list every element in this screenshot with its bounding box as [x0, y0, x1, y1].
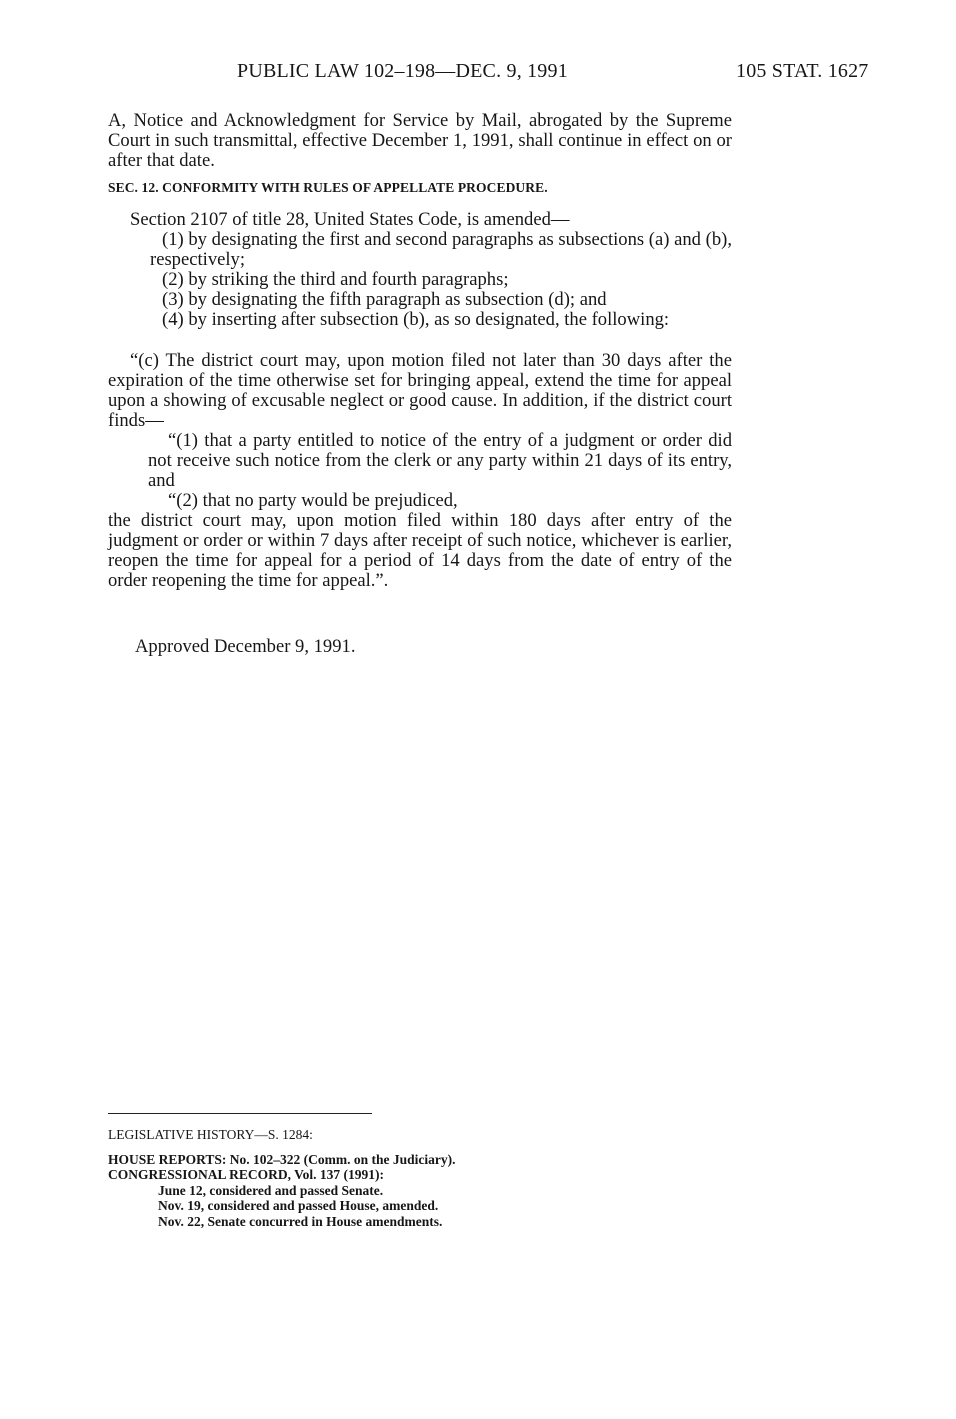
legislative-history-body — [108, 1152, 456, 1229]
legislative-history-title: LEGISLATIVE HISTORY—S. 1284: — [108, 1127, 313, 1142]
quoted-paragraph-list — [108, 431, 732, 511]
quoted-subsection-lead: “(c) The district court may, upon motion filed not later than 30 days after the expiration of the time otherwise set for bringing appeal, extend the time for appeal upon a showing of excusable neglect or good cause. In addition, if the district court finds— — [108, 350, 732, 431]
page-header-stat: 105 STAT. 1627 — [736, 60, 869, 82]
history-entry: Nov. 19, considered and passed House, amended. — [158, 1198, 439, 1214]
house-reports: HOUSE REPORTS: No. 102–322 (Comm. on the Judiciary). — [108, 1152, 456, 1167]
section-heading: SEC. 12. CONFORMITY WITH RULES OF APPELLATE PROCEDURE. — [108, 180, 548, 195]
amendment-item: (2) by striking the third and fourth paragraphs; — [162, 269, 509, 290]
amendment-item: (3) by designating the fifth paragraph as subsection (d); and — [162, 289, 607, 310]
history-entry: Nov. 22, Senate concurred in House amendments. — [158, 1213, 443, 1229]
quoted-paragraph: “(1) that a party entitled to notice of the entry of a judgment or order did not receive such notice from the clerk or any party within 21 days of its entry, and — [148, 430, 732, 491]
amendment-list — [150, 230, 732, 330]
amendment-item: (1) by designating the first and second paragraphs as subsections (a) and (b), respectively; — [150, 229, 732, 270]
footnote-divider — [108, 1113, 372, 1114]
history-entry: June 12, considered and passed Senate. — [158, 1182, 384, 1198]
amendment-item: (4) by inserting after subsection (b), as so designated, the following: — [162, 309, 670, 330]
approval-date: Approved December 9, 1991. — [135, 636, 356, 657]
congressional-record: CONGRESSIONAL RECORD, Vol. 137 (1991): — [108, 1167, 385, 1183]
quoted-subsection — [108, 351, 732, 591]
page-header-title: PUBLIC LAW 102–198—DEC. 9, 1991 — [237, 60, 568, 82]
section-lead: Section 2107 of title 28, United States Code, is amended— — [130, 209, 570, 230]
intro-paragraph: A, Notice and Acknowledgment for Service by Mail, abrogated by the Supreme Court in such transmittal, effective December 1, 1991, shall continue in effect on or after that date. — [108, 110, 732, 171]
quoted-paragraph: “(2) that no party would be prejudiced, — [168, 490, 458, 511]
quoted-subsection-tail: the district court may, upon motion filed within 180 days after entry of the judgment or order or within 7 days after receipt of such notice, whichever is earlier, reopen the time for appeal for a period of 14 days from the date of entry of the order reopening the time for appeal.”. — [108, 510, 732, 591]
